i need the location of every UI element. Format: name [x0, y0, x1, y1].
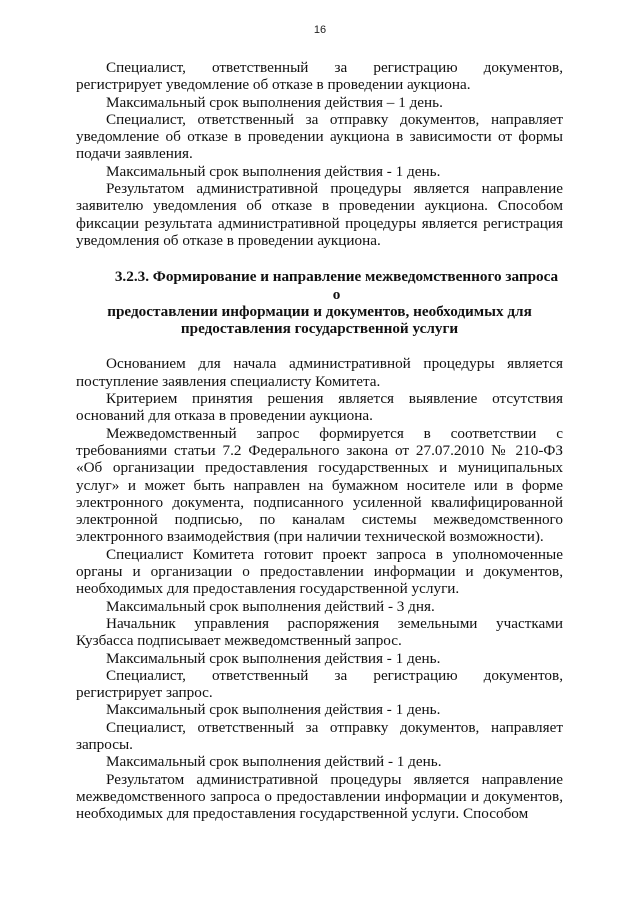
paragraph: Максимальный срок выполнения действий - 1 день. [106, 753, 442, 771]
paragraph: Начальник управления распоряжения земельными участками Кузбасса подписывает межведомственный запрос. [76, 614, 563, 650]
section-heading-line: 3.2.3. Формирование и направление межведомственного запроса о [114, 268, 559, 303]
paragraph: Максимальный срок выполнения действия – 1 день. [106, 93, 443, 111]
page-number: 16 [313, 24, 327, 36]
paragraph: Специалист Комитета готовит проект запроса в уполномоченные органы и организации о предоставлении информации и документов, необходимых для предоставления государственной услуги. [76, 545, 563, 598]
paragraph: Результатом административной процедуры является направление межведомственного запроса о предоставлении информации и документов, необходимых для предоставления государственной услуги. Способом [76, 770, 563, 823]
section-heading-line: предоставлении информации и документов, необходимых для [107, 302, 532, 320]
section-heading-line: предоставления государственной услуги [180, 320, 459, 338]
paragraph: Специалист, ответственный за отправку документов, направляет уведомление об отказе в проведении аукциона в зависимости от формы подачи заявления. [76, 110, 563, 163]
paragraph: Специалист, ответственный за отправку документов, направляет запросы. [76, 718, 563, 753]
paragraph: Основанием для начала административной процедуры является поступление заявления специалисту Комитета. [76, 355, 563, 390]
paragraph: Максимальный срок выполнения действия - 1 день. [106, 649, 441, 667]
paragraph: Специалист, ответственный за регистрацию документов, регистрирует запрос. [76, 666, 563, 702]
paragraph: Максимальный срок выполнения действий - 3 дня. [106, 597, 435, 615]
paragraph: Критерием принятия решения является выявление отсутствия оснований для отказа в проведении аукциона. [76, 390, 563, 425]
paragraph: Максимальный срок выполнения действия - 1 день. [106, 162, 441, 180]
paragraph: Результатом административной процедуры является направление заявителю уведомления об отказе в проведении аукциона. Способом фиксации результата административной процедуры является регистрация уведомления об отказе в проведении аукциона. [76, 180, 563, 249]
paragraph: Межведомственный запрос формируется в соответствии с требованиями статьи 7.2 Федерального закона от 27.07.2010 № 210-ФЗ «Об организации предоставления государственных и муниципальных услуг» и может быть направлен на бумажном носителе или в форме электронного документа, подписанного усиленной квалифицированной электронной подписью, по каналам системы межведомственного электронного взаимодействия (при наличии технической возможности). [76, 424, 563, 546]
paragraph: Максимальный срок выполнения действия - 1 день. [106, 701, 441, 719]
paragraph: Специалист, ответственный за регистрацию документов, регистрирует уведомление об отказе в проведении аукциона. [76, 59, 563, 94]
document-body [76, 59, 563, 822]
section-heading [76, 268, 563, 337]
